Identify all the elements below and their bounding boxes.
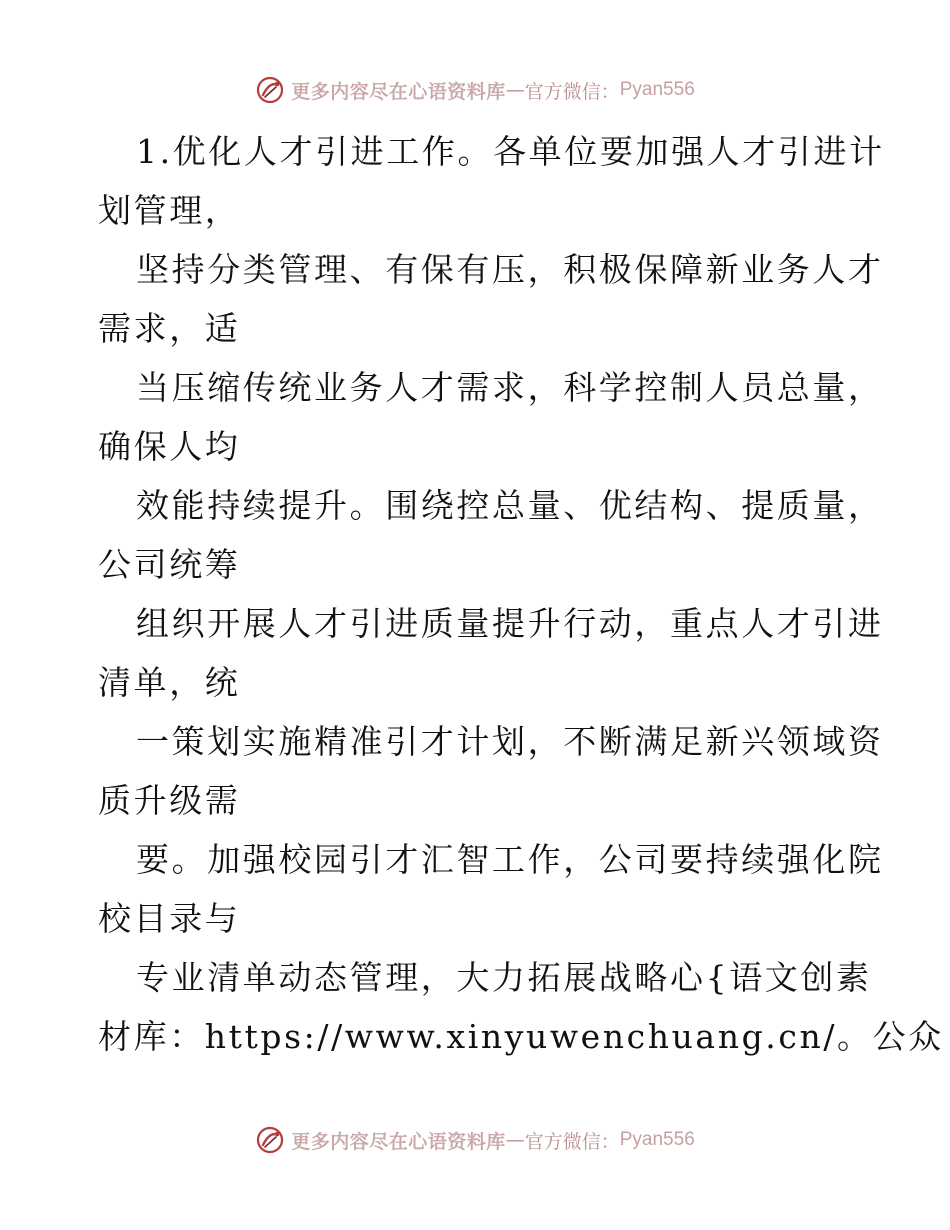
text-line: 校目录与: [98, 899, 241, 938]
text-line: 要。加强校园引才汇智工作，公司要持续强化院: [136, 840, 884, 879]
text-line: 组织开展人才引进质量提升行动，重点人才引进: [136, 604, 884, 643]
text-line: 当压缩传统业务人才需求，科学控制人员总量，: [136, 368, 884, 407]
footer-banner: [0, 1120, 950, 1160]
text-line: 1.优化人才引进工作。各单位要加强人才引进计: [136, 132, 885, 171]
header-banner: [0, 70, 950, 110]
banner-wechat-label: 官方微信：: [524, 80, 620, 103]
text-line: 划管理，: [98, 191, 241, 230]
text-line: 一策划实施精准引才计划，不断满足新兴领域资: [136, 722, 884, 761]
banner-wechat-id: Pyan556: [619, 1129, 695, 1150]
text-line: 效能持续提升。围绕控总量、优结构、提质量，: [136, 486, 884, 525]
text-line: 专业清单动态管理，大力拓展战略心{语文创素: [136, 958, 872, 997]
banner-wechat-id: Pyan556: [619, 79, 695, 100]
text-line: 清单，统: [98, 663, 241, 702]
text-line: 坚持分类管理、有保有压，积极保障新业务人才: [136, 250, 884, 289]
banner-slogan: 更多内容尽在心语资料库: [291, 1130, 506, 1153]
banner-separator: —: [505, 1129, 525, 1151]
banner-slogan: 更多内容尽在心语资料库: [291, 80, 506, 103]
banner-separator: —: [505, 79, 525, 101]
text-line: 确保人均: [98, 427, 241, 466]
text-line: 材库：https://www.xinyuwenchuang.cn/。公众: [98, 1017, 944, 1056]
text-line: 质升级需: [98, 781, 241, 820]
brand-logo-icon: [255, 75, 285, 105]
text-line: 需求，适: [98, 309, 241, 348]
banner-wechat-label: 官方微信：: [524, 1130, 620, 1153]
brand-logo-icon: [255, 1125, 285, 1155]
text-line: 公司统筹: [98, 545, 241, 584]
document-body: [98, 122, 944, 1066]
